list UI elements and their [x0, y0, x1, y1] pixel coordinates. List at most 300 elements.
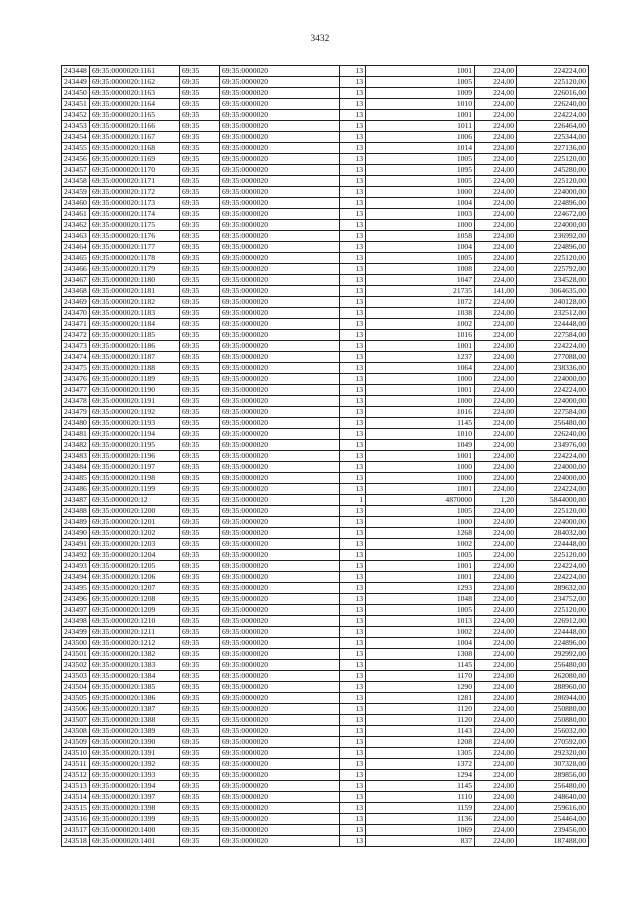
district-code-cell: 69:35 [180, 616, 220, 627]
district-code-cell: 69:35 [180, 143, 220, 154]
table-row [62, 176, 589, 187]
district-code-cell: 69:35 [180, 495, 220, 506]
category-cell: 13 [340, 693, 366, 704]
district-code-cell: 69:35 [180, 550, 220, 561]
rate-cell: 224,00 [475, 803, 517, 814]
area-cell: 1268 [366, 528, 475, 539]
value-cell: 284032,00 [517, 528, 589, 539]
area-cell: 1005 [366, 154, 475, 165]
district-code-cell: 69:35 [180, 583, 220, 594]
value-cell: 224224,00 [517, 572, 589, 583]
district-code-cell: 69:35 [180, 286, 220, 297]
value-cell: 289856,00 [517, 770, 589, 781]
table-row [62, 770, 589, 781]
rate-cell: 224,00 [475, 825, 517, 836]
row-id-cell: 243501 [62, 649, 90, 660]
area-cell: 1072 [366, 297, 475, 308]
district-code-cell: 69:35 [180, 297, 220, 308]
category-cell: 13 [340, 286, 366, 297]
area-cell: 1064 [366, 363, 475, 374]
table-row [62, 550, 589, 561]
rate-cell: 224,00 [475, 308, 517, 319]
rate-cell: 224,00 [475, 583, 517, 594]
table-row [62, 451, 589, 462]
table-row [62, 66, 589, 77]
rate-cell: 224,00 [475, 66, 517, 77]
cadastral-number-cell: 69:35:0000020:1176 [90, 231, 180, 242]
category-cell: 13 [340, 429, 366, 440]
district-code-cell: 69:35 [180, 275, 220, 286]
area-cell: 1120 [366, 715, 475, 726]
rate-cell: 224,00 [475, 462, 517, 473]
rate-cell: 224,00 [475, 484, 517, 495]
district-code-cell: 69:35 [180, 385, 220, 396]
district-code-cell: 69:35 [180, 99, 220, 110]
cadastral-number-cell: 69:35:0000020:1196 [90, 451, 180, 462]
row-id-cell: 243485 [62, 473, 90, 484]
value-cell: 240128,00 [517, 297, 589, 308]
row-id-cell: 243456 [62, 154, 90, 165]
row-id-cell: 243502 [62, 660, 90, 671]
category-cell: 13 [340, 803, 366, 814]
table-body [62, 66, 589, 847]
row-id-cell: 243496 [62, 594, 90, 605]
category-cell: 13 [340, 825, 366, 836]
district-code-cell: 69:35 [180, 506, 220, 517]
district-code-cell: 69:35 [180, 649, 220, 660]
district-code-cell: 69:35 [180, 176, 220, 187]
table-row [62, 627, 589, 638]
area-cell: 1005 [366, 77, 475, 88]
value-cell: 225120,00 [517, 253, 589, 264]
rate-cell: 224,00 [475, 528, 517, 539]
cadastral-number-cell: 69:35:0000020:1193 [90, 418, 180, 429]
value-cell: 262080,00 [517, 671, 589, 682]
district-code-cell: 69:35 [180, 792, 220, 803]
district-code-cell: 69:35 [180, 308, 220, 319]
rate-cell: 224,00 [475, 627, 517, 638]
quarter-code-cell: 69:35:0000020 [220, 638, 340, 649]
cadastral-number-cell: 69:35:0000020:1394 [90, 781, 180, 792]
row-id-cell: 243490 [62, 528, 90, 539]
quarter-code-cell: 69:35:0000020 [220, 66, 340, 77]
cadastral-number-cell: 69:35:0000020:1201 [90, 517, 180, 528]
table-row [62, 385, 589, 396]
value-cell: 259616,00 [517, 803, 589, 814]
row-id-cell: 243487 [62, 495, 90, 506]
area-cell: 1145 [366, 660, 475, 671]
rate-cell: 224,00 [475, 759, 517, 770]
category-cell: 13 [340, 462, 366, 473]
cadastral-number-cell: 69:35:0000020:1386 [90, 693, 180, 704]
value-cell: 226464,00 [517, 121, 589, 132]
cadastral-number-cell: 69:35:0000020:1190 [90, 385, 180, 396]
value-cell: 256480,00 [517, 781, 589, 792]
category-cell: 13 [340, 132, 366, 143]
cadastral-number-cell: 69:35:0000020:1167 [90, 132, 180, 143]
cadastral-number-cell: 69:35:0000020:12 [90, 495, 180, 506]
value-cell: 224672,00 [517, 209, 589, 220]
quarter-code-cell: 69:35:0000020 [220, 132, 340, 143]
value-cell: 226240,00 [517, 99, 589, 110]
cadastral-number-cell: 69:35:0000020:1391 [90, 748, 180, 759]
row-id-cell: 243482 [62, 440, 90, 451]
quarter-code-cell: 69:35:0000020 [220, 726, 340, 737]
rate-cell: 224,00 [475, 671, 517, 682]
area-cell: 1010 [366, 99, 475, 110]
row-id-cell: 243514 [62, 792, 90, 803]
district-code-cell: 69:35 [180, 517, 220, 528]
quarter-code-cell: 69:35:0000020 [220, 660, 340, 671]
row-id-cell: 243450 [62, 88, 90, 99]
area-cell: 1000 [366, 187, 475, 198]
quarter-code-cell: 69:35:0000020 [220, 341, 340, 352]
row-id-cell: 243451 [62, 99, 90, 110]
value-cell: 234752,00 [517, 594, 589, 605]
quarter-code-cell: 69:35:0000020 [220, 506, 340, 517]
quarter-code-cell: 69:35:0000020 [220, 88, 340, 99]
area-cell: 4870000 [366, 495, 475, 506]
cadastral-number-cell: 69:35:0000020:1180 [90, 275, 180, 286]
cadastral-number-cell: 69:35:0000020:1178 [90, 253, 180, 264]
area-cell: 1005 [366, 176, 475, 187]
value-cell: 224000,00 [517, 374, 589, 385]
row-id-cell: 243500 [62, 638, 90, 649]
quarter-code-cell: 69:35:0000020 [220, 550, 340, 561]
category-cell: 13 [340, 605, 366, 616]
rate-cell: 224,00 [475, 187, 517, 198]
district-code-cell: 69:35 [180, 594, 220, 605]
table-row [62, 396, 589, 407]
district-code-cell: 69:35 [180, 836, 220, 847]
rate-cell: 224,00 [475, 418, 517, 429]
category-cell: 13 [340, 220, 366, 231]
rate-cell: 1,20 [475, 495, 517, 506]
district-code-cell: 69:35 [180, 352, 220, 363]
rate-cell: 224,00 [475, 385, 517, 396]
row-id-cell: 243491 [62, 539, 90, 550]
area-cell: 1016 [366, 330, 475, 341]
quarter-code-cell: 69:35:0000020 [220, 682, 340, 693]
rate-cell: 224,00 [475, 770, 517, 781]
quarter-code-cell: 69:35:0000020 [220, 704, 340, 715]
district-code-cell: 69:35 [180, 396, 220, 407]
category-cell: 13 [340, 407, 366, 418]
cadastral-number-cell: 69:35:0000020:1165 [90, 110, 180, 121]
table-row [62, 638, 589, 649]
row-id-cell: 243454 [62, 132, 90, 143]
value-cell: 286944,00 [517, 693, 589, 704]
area-cell: 1001 [366, 484, 475, 495]
category-cell: 13 [340, 660, 366, 671]
value-cell: 307328,00 [517, 759, 589, 770]
cadastral-number-cell: 69:35:0000020:1189 [90, 374, 180, 385]
rate-cell: 224,00 [475, 396, 517, 407]
area-cell: 1001 [366, 451, 475, 462]
rate-cell: 224,00 [475, 506, 517, 517]
value-cell: 224448,00 [517, 319, 589, 330]
district-code-cell: 69:35 [180, 803, 220, 814]
row-id-cell: 243469 [62, 297, 90, 308]
table-row [62, 462, 589, 473]
area-cell: 1001 [366, 110, 475, 121]
quarter-code-cell: 69:35:0000020 [220, 495, 340, 506]
table-row [62, 220, 589, 231]
table-row [62, 594, 589, 605]
table-row [62, 99, 589, 110]
row-id-cell: 243459 [62, 187, 90, 198]
category-cell: 13 [340, 704, 366, 715]
rate-cell: 224,00 [475, 429, 517, 440]
district-code-cell: 69:35 [180, 660, 220, 671]
cadastral-number-cell: 69:35:0000020:1384 [90, 671, 180, 682]
cadastral-number-cell: 69:35:0000020:1205 [90, 561, 180, 572]
rate-cell: 224,00 [475, 242, 517, 253]
rate-cell: 224,00 [475, 110, 517, 121]
cadastral-number-cell: 69:35:0000020:1399 [90, 814, 180, 825]
row-id-cell: 243488 [62, 506, 90, 517]
quarter-code-cell: 69:35:0000020 [220, 396, 340, 407]
rate-cell: 224,00 [475, 693, 517, 704]
row-id-cell: 243507 [62, 715, 90, 726]
table-row [62, 440, 589, 451]
value-cell: 3064635,00 [517, 286, 589, 297]
rate-cell: 224,00 [475, 660, 517, 671]
category-cell: 13 [340, 341, 366, 352]
table-row [62, 143, 589, 154]
table-row [62, 517, 589, 528]
rate-cell: 224,00 [475, 473, 517, 484]
quarter-code-cell: 69:35:0000020 [220, 99, 340, 110]
quarter-code-cell: 69:35:0000020 [220, 649, 340, 660]
category-cell: 13 [340, 396, 366, 407]
area-cell: 1005 [366, 253, 475, 264]
quarter-code-cell: 69:35:0000020 [220, 715, 340, 726]
table-row [62, 737, 589, 748]
category-cell: 13 [340, 330, 366, 341]
category-cell: 13 [340, 671, 366, 682]
district-code-cell: 69:35 [180, 77, 220, 88]
rate-cell: 224,00 [475, 572, 517, 583]
area-cell: 1145 [366, 781, 475, 792]
value-cell: 224000,00 [517, 517, 589, 528]
rate-cell: 224,00 [475, 319, 517, 330]
category-cell: 13 [340, 440, 366, 451]
area-cell: 1005 [366, 605, 475, 616]
district-code-cell: 69:35 [180, 451, 220, 462]
quarter-code-cell: 69:35:0000020 [220, 330, 340, 341]
table-row [62, 495, 589, 506]
category-cell: 13 [340, 627, 366, 638]
table-row [62, 748, 589, 759]
quarter-code-cell: 69:35:0000020 [220, 561, 340, 572]
row-id-cell: 243478 [62, 396, 90, 407]
quarter-code-cell: 69:35:0000020 [220, 220, 340, 231]
area-cell: 1136 [366, 814, 475, 825]
district-code-cell: 69:35 [180, 825, 220, 836]
table-row [62, 825, 589, 836]
category-cell: 13 [340, 583, 366, 594]
category-cell: 13 [340, 814, 366, 825]
table-row [62, 418, 589, 429]
area-cell: 1011 [366, 121, 475, 132]
value-cell: 236992,00 [517, 231, 589, 242]
quarter-code-cell: 69:35:0000020 [220, 517, 340, 528]
district-code-cell: 69:35 [180, 330, 220, 341]
category-cell: 13 [340, 484, 366, 495]
value-cell: 224224,00 [517, 484, 589, 495]
category-cell: 13 [340, 198, 366, 209]
row-id-cell: 243473 [62, 341, 90, 352]
value-cell: 289632,00 [517, 583, 589, 594]
district-code-cell: 69:35 [180, 264, 220, 275]
category-cell: 13 [340, 374, 366, 385]
cadastral-number-cell: 69:35:0000020:1187 [90, 352, 180, 363]
rate-cell: 224,00 [475, 682, 517, 693]
quarter-code-cell: 69:35:0000020 [220, 121, 340, 132]
category-cell: 13 [340, 88, 366, 99]
category-cell: 13 [340, 154, 366, 165]
row-id-cell: 243471 [62, 319, 90, 330]
rate-cell: 224,00 [475, 638, 517, 649]
quarter-code-cell: 69:35:0000020 [220, 286, 340, 297]
rate-cell: 224,00 [475, 539, 517, 550]
cadastral-number-cell: 69:35:0000020:1211 [90, 627, 180, 638]
cadastral-number-cell: 69:35:0000020:1175 [90, 220, 180, 231]
table-row [62, 792, 589, 803]
value-cell: 225120,00 [517, 506, 589, 517]
area-cell: 1170 [366, 671, 475, 682]
cadastral-number-cell: 69:35:0000020:1182 [90, 297, 180, 308]
quarter-code-cell: 69:35:0000020 [220, 319, 340, 330]
rate-cell: 224,00 [475, 715, 517, 726]
district-code-cell: 69:35 [180, 462, 220, 473]
value-cell: 224224,00 [517, 451, 589, 462]
category-cell: 13 [340, 352, 366, 363]
row-id-cell: 243510 [62, 748, 90, 759]
district-code-cell: 69:35 [180, 407, 220, 418]
district-code-cell: 69:35 [180, 440, 220, 451]
rate-cell: 224,00 [475, 132, 517, 143]
table-row [62, 308, 589, 319]
cadastral-number-cell: 69:35:0000020:1398 [90, 803, 180, 814]
value-cell: 238336,00 [517, 363, 589, 374]
district-code-cell: 69:35 [180, 693, 220, 704]
rate-cell: 224,00 [475, 616, 517, 627]
district-code-cell: 69:35 [180, 704, 220, 715]
table-row [62, 693, 589, 704]
table-row [62, 154, 589, 165]
row-id-cell: 243484 [62, 462, 90, 473]
category-cell: 13 [340, 473, 366, 484]
quarter-code-cell: 69:35:0000020 [220, 77, 340, 88]
area-cell: 1290 [366, 682, 475, 693]
rate-cell: 224,00 [475, 165, 517, 176]
value-cell: 292992,00 [517, 649, 589, 660]
quarter-code-cell: 69:35:0000020 [220, 440, 340, 451]
table-row [62, 341, 589, 352]
row-id-cell: 243465 [62, 253, 90, 264]
district-code-cell: 69:35 [180, 627, 220, 638]
row-id-cell: 243483 [62, 451, 90, 462]
value-cell: 5844000,00 [517, 495, 589, 506]
row-id-cell: 243494 [62, 572, 90, 583]
quarter-code-cell: 69:35:0000020 [220, 528, 340, 539]
land-register-table [61, 65, 589, 847]
category-cell: 13 [340, 550, 366, 561]
table-row [62, 572, 589, 583]
table-row [62, 660, 589, 671]
district-code-cell: 69:35 [180, 726, 220, 737]
value-cell: 277088,00 [517, 352, 589, 363]
district-code-cell: 69:35 [180, 814, 220, 825]
row-id-cell: 243460 [62, 198, 90, 209]
rate-cell: 224,00 [475, 77, 517, 88]
category-cell: 13 [340, 308, 366, 319]
district-code-cell: 69:35 [180, 242, 220, 253]
category-cell: 13 [340, 726, 366, 737]
cadastral-number-cell: 69:35:0000020:1183 [90, 308, 180, 319]
value-cell: 245280,00 [517, 165, 589, 176]
district-code-cell: 69:35 [180, 253, 220, 264]
row-id-cell: 243513 [62, 781, 90, 792]
district-code-cell: 69:35 [180, 187, 220, 198]
category-cell: 13 [340, 748, 366, 759]
quarter-code-cell: 69:35:0000020 [220, 770, 340, 781]
cadastral-number-cell: 69:35:0000020:1202 [90, 528, 180, 539]
category-cell: 13 [340, 242, 366, 253]
table-row [62, 352, 589, 363]
value-cell: 256032,00 [517, 726, 589, 737]
table-row [62, 187, 589, 198]
quarter-code-cell: 69:35:0000020 [220, 176, 340, 187]
district-code-cell: 69:35 [180, 198, 220, 209]
area-cell: 1237 [366, 352, 475, 363]
district-code-cell: 69:35 [180, 132, 220, 143]
value-cell: 270592,00 [517, 737, 589, 748]
category-cell: 13 [340, 297, 366, 308]
cadastral-number-cell: 69:35:0000020:1203 [90, 539, 180, 550]
category-cell: 13 [340, 561, 366, 572]
district-code-cell: 69:35 [180, 682, 220, 693]
cadastral-number-cell: 69:35:0000020:1198 [90, 473, 180, 484]
row-id-cell: 243498 [62, 616, 90, 627]
quarter-code-cell: 69:35:0000020 [220, 110, 340, 121]
quarter-code-cell: 69:35:0000020 [220, 352, 340, 363]
district-code-cell: 69:35 [180, 110, 220, 121]
category-cell: 13 [340, 253, 366, 264]
area-cell: 1004 [366, 242, 475, 253]
rate-cell: 224,00 [475, 330, 517, 341]
row-id-cell: 243516 [62, 814, 90, 825]
area-cell: 1010 [366, 429, 475, 440]
cadastral-number-cell: 69:35:0000020:1168 [90, 143, 180, 154]
quarter-code-cell: 69:35:0000020 [220, 814, 340, 825]
row-id-cell: 243477 [62, 385, 90, 396]
quarter-code-cell: 69:35:0000020 [220, 759, 340, 770]
row-id-cell: 243463 [62, 231, 90, 242]
cadastral-number-cell: 69:35:0000020:1188 [90, 363, 180, 374]
category-cell: 13 [340, 737, 366, 748]
category-cell: 13 [340, 781, 366, 792]
table-row [62, 286, 589, 297]
table-row [62, 242, 589, 253]
category-cell: 13 [340, 682, 366, 693]
quarter-code-cell: 69:35:0000020 [220, 429, 340, 440]
value-cell: 227584,00 [517, 407, 589, 418]
cadastral-number-cell: 69:35:0000020:1195 [90, 440, 180, 451]
value-cell: 224000,00 [517, 220, 589, 231]
